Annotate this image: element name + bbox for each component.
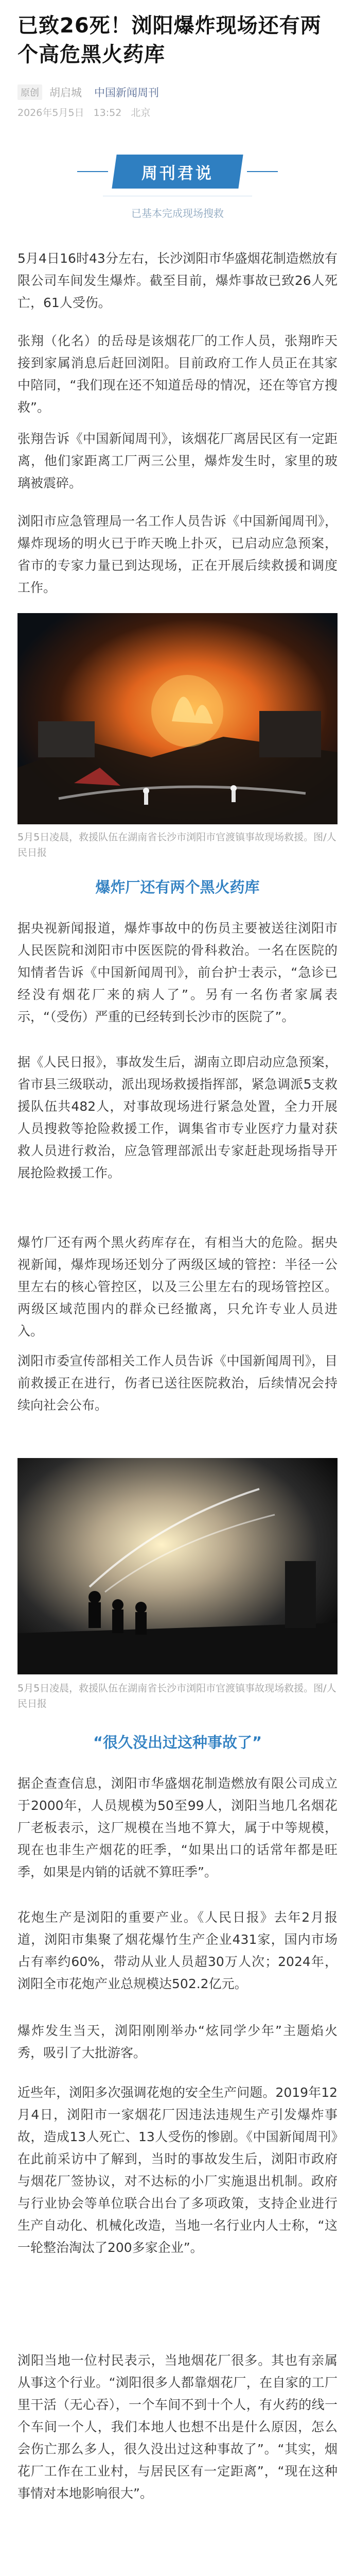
section-heading: “很久没出过这种事故了” <box>93 1734 262 1751</box>
paragraph: 张翔告诉《中国新闻周刊》，该烟花厂离居民区有一定距离，他们家距离工厂两三公里，爆炸发生时，家里的玻璃被震碎。 <box>17 431 338 490</box>
original-tag: 原创 <box>17 84 42 100</box>
photo-caption: 5月5日凌晨，救援队伍在湖南省长沙市浏阳市官渡镇事故现场救援。图/人民日报 <box>17 832 336 858</box>
paragraph: 爆炸发生当天，浏阳刚刚举办“炫同学少年”主题焰火秀，吸引了大批游客。 <box>17 2023 338 2060</box>
source-account-link[interactable]: 中国新闻周刊 <box>94 87 159 99</box>
column-subtitle: 已基本完成现场搜救 <box>131 207 224 219</box>
article-photo <box>17 1458 338 1674</box>
paragraph: 张翔（化名）的岳母是该烟花厂的工作人员，张翔昨天接到家属消息后赶回浏阳。目前政府工作人员正在其家中陪同，“我们现在还不知道岳母的情况，还在等官方搜救”。 <box>17 333 338 415</box>
paragraph: 浏阳市应急管理局一名工作人员告诉《中国新闻周刊》，爆炸现场的明火已于昨天晚上扑灭，已启动应急预案，省市的专家力量已到达现场，正在开展后续救援和调度工作。 <box>17 514 338 595</box>
fire-scene-image <box>17 613 338 824</box>
photo-caption: 5月5日凌晨，救援队伍在湖南省长沙市浏阳市官渡镇事故现场救援。图/人民日报 <box>17 1683 336 1709</box>
column-badge <box>112 155 243 189</box>
paragraph: 浏阳市委宣传部相关工作人员告诉《中国新闻周刊》，目前救援正在进行，伤者已送往医院救治，后续情况会持续向社会公布。 <box>17 1353 338 1413</box>
paragraph: 花炮生产是浏阳的重要产业。《人民日报》去年2月报道，浏阳市集聚了烟花爆竹生产企业431家，国内市场占有率约60%，带动从业人员超30万人次；2024年，浏阳全市花炮产业总规模达502.2亿元。 <box>17 1910 338 1991</box>
paragraph: 5月4日16时43分左右，长沙浏阳市华盛烟花制造燃放有限公司车间发生爆炸。截至目前，爆炸事故已致26人死亡，61人受伤。 <box>17 251 338 310</box>
article-meta <box>17 83 159 101</box>
paragraph: 据央视新闻报道，爆炸事故中的伤员主要被送往浏阳市人民医院和浏阳市中医医院的骨科救治。一名在医院的知情者告诉《中国新闻周刊》，前台护士表示，“急诊已经没有烟花厂来的病人了”。另有一名伤者家属表示，“（受伤）严重的已经转到长沙市的医院了”。 <box>17 921 338 1024</box>
paragraph: 据企查查信息，浏阳市华盛烟花制造燃放有限公司成立于2000年，人员规模为50至99人，浏阳当地几名烟花厂老板表示，这厂规模在当地不算大，属于中等规模，现在也非生产烟花的旺季，“如果出口的话常年都是旺季，如果是内销的话就不算旺季”。 <box>17 1776 338 1879</box>
publish-date: 2026年5月5日 <box>17 107 84 118</box>
article-photo <box>17 613 338 824</box>
publish-time: 13:52 <box>93 107 122 118</box>
firefighting-image <box>17 1458 338 1674</box>
column-badge-label: 周刊君说 <box>141 164 214 183</box>
article-title: 已致26死！浏阳爆炸现场还有两个高危黑火药库 <box>17 14 322 66</box>
publish-location: 北京 <box>131 107 151 118</box>
publish-info <box>17 105 156 119</box>
paragraph: 据《人民日报》，事故发生后，湖南立即启动应急预案，省市县三级联动，派出现场救援指挥部，紧急调派5支救援队伍共482人，对事故现场进行紧急处置，全力开展人员搜救等抢险救援工作，调集省市专业医疗力量对获救人员进行救治，应急管理部派出专家赶赴现场指导开展抢险救援工作。 <box>17 1055 338 1180</box>
paragraph: 近些年，浏阳多次强调花炮的安全生产问题。2019年12月4日，浏阳市一家烟花厂因违法违规生产引发爆炸事故，造成13人死亡、13人受伤的惨剧。《中国新闻周刊》在此前采访中了解到，当时的事故发生后，浏阳市政府与烟花厂签协议，对不达标的小厂实施退出机制。政府与行业协会等单位联合出台了多项政策，支持企业进行生产自动化、机械化改造，当地一名行业内人士称，“这一轮整治淘汰了200多家企业”。 <box>17 2085 338 2255</box>
article-author[interactable]: 胡启城 <box>49 87 82 99</box>
paragraph: 爆竹厂还有两个黑火药库存在，有相当大的危险。据央视新闻，爆炸现场还划分了两级区域的管控：半径一公里左右的核心管控区，以及三公里左右的现场管控区。两级区域范围内的群众已经撤离，只允许专业人员进入。 <box>17 1235 338 1338</box>
section-heading: 爆炸厂还有两个黑火药库 <box>95 878 260 896</box>
badge-decor-left <box>77 171 108 172</box>
badge-decor-right <box>247 171 278 172</box>
paragraph: 浏阳当地一位村民表示，当地烟花厂很多。其也有亲属从事这个行业。“浏阳很多人都靠烟花厂，在自家的工厂里干活（无心吞），一个车间不到十个人，有火药的线一个车间一个人，我们本地人也想不出是什么原因，怎么会伤亡那么多人，很久没出过这种事故了”。“其实，烟花厂工作在工业村，与居民区有一定距离”，“现在这种事情对本地影响很大”。 <box>17 2353 338 2501</box>
